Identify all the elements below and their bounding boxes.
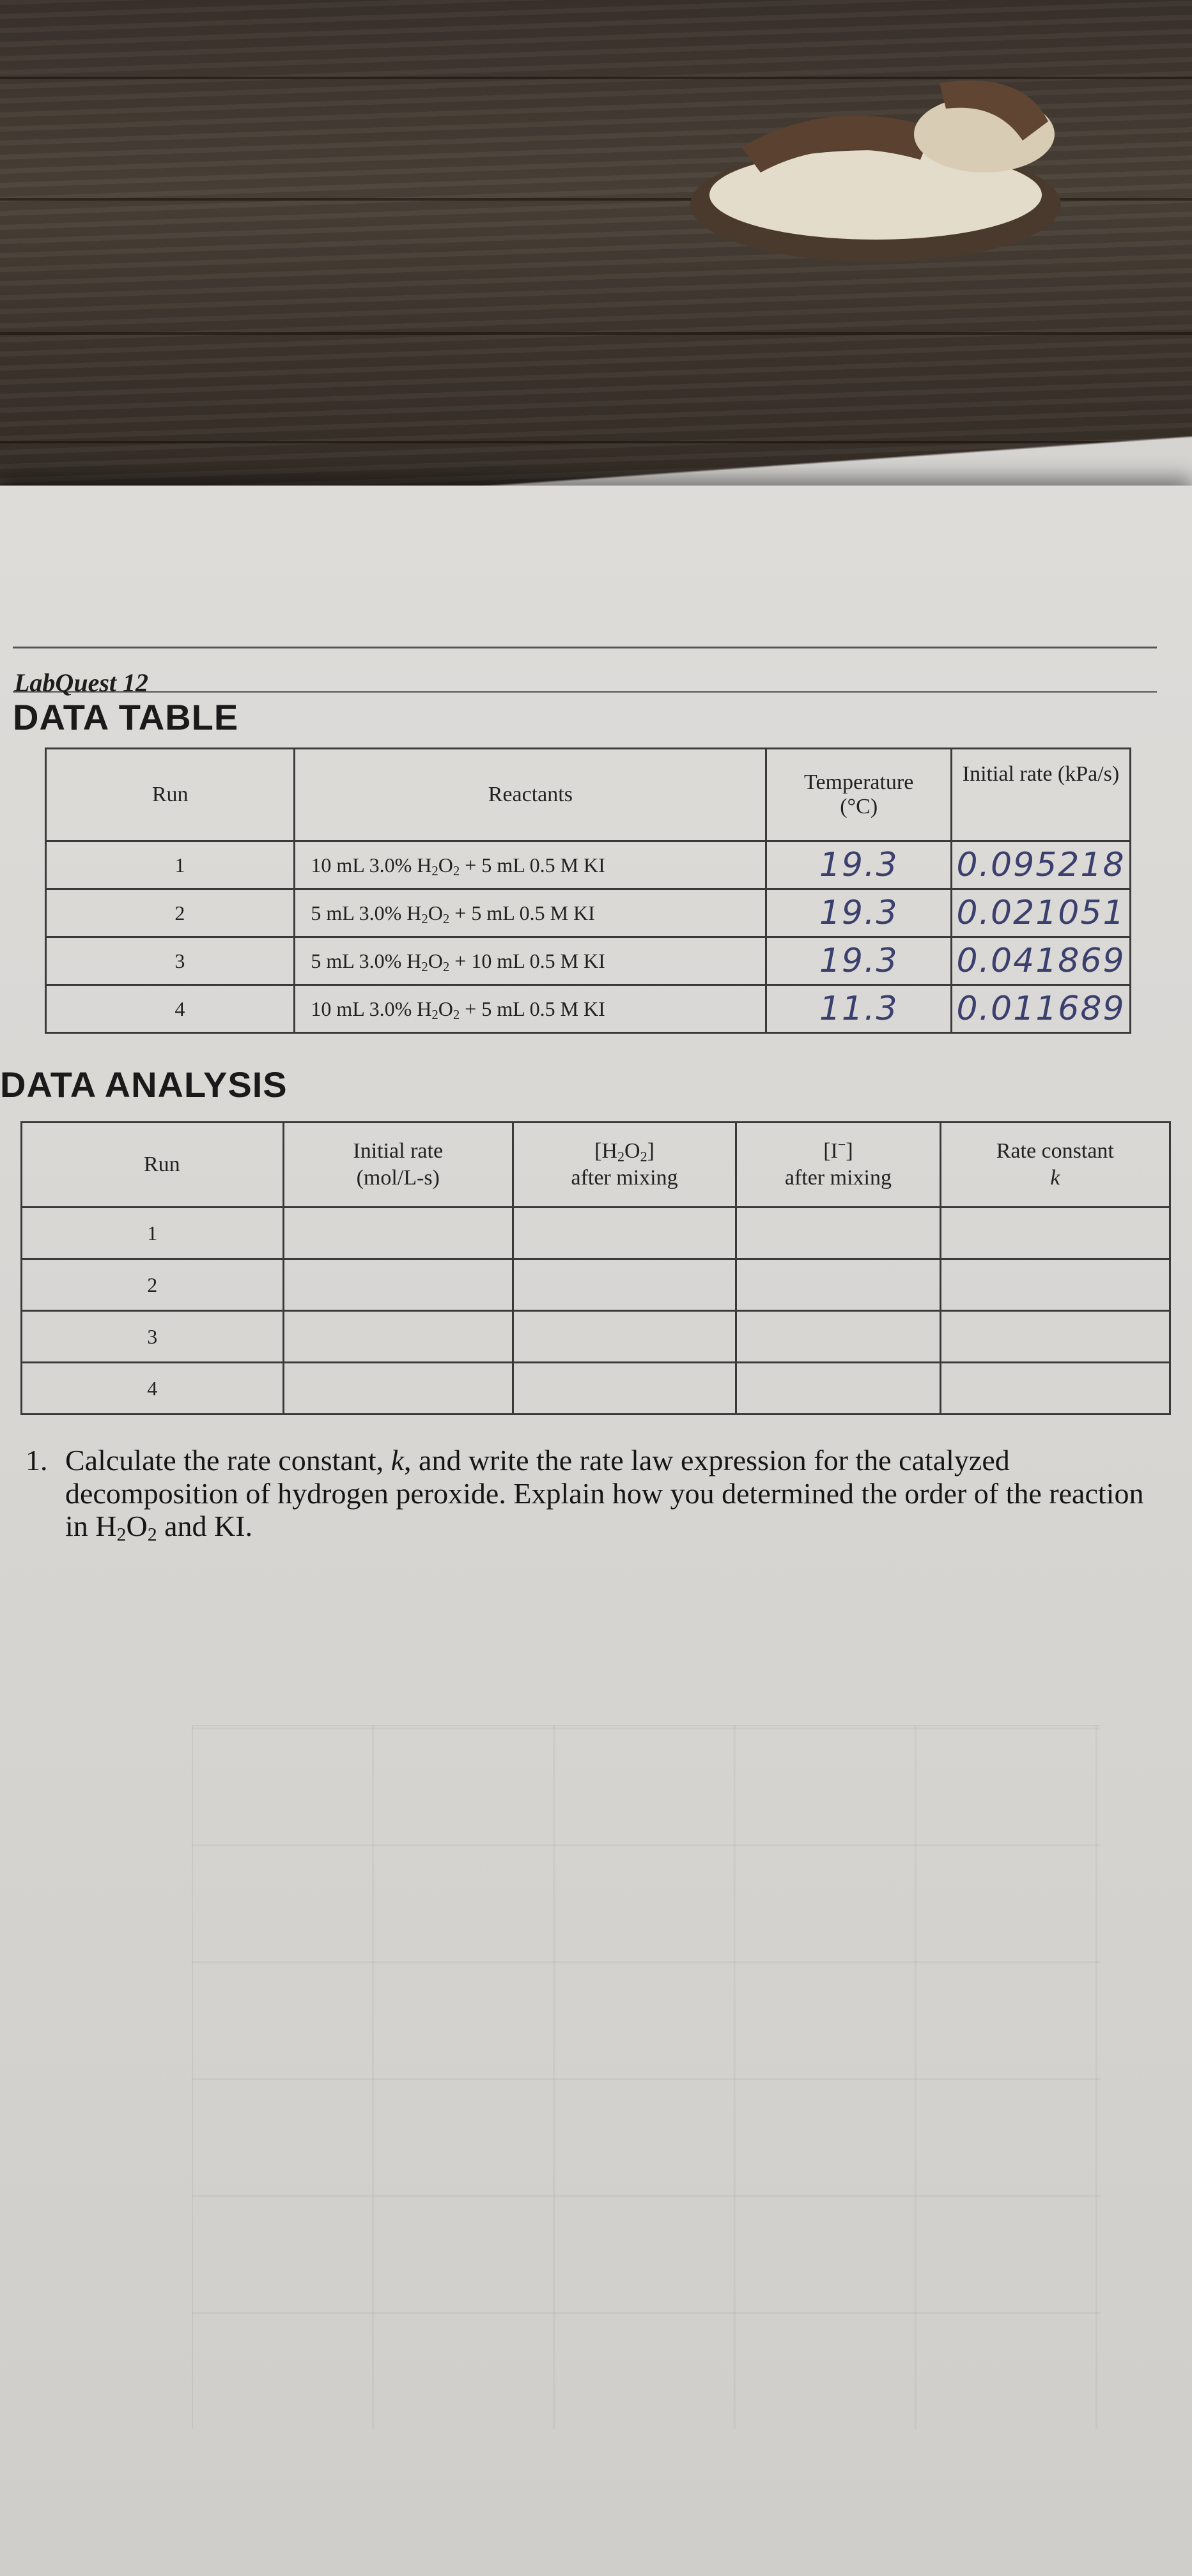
h2o2-cell: [513, 1208, 736, 1259]
reactants-cell: 5 mL 3.0% $H_2O_2 + 10$ mL 0.5 M KI: [295, 937, 766, 985]
run-cell: 4: [22, 1363, 284, 1414]
iodide-cell: [736, 1259, 940, 1311]
run-cell: 4: [46, 985, 295, 1033]
table-row: [22, 1259, 1170, 1311]
table-row: [46, 841, 1131, 889]
iodide-cell: [736, 1311, 940, 1363]
run-cell: 2: [46, 889, 295, 937]
header-iodide: [I−] after mixing: [736, 1123, 940, 1208]
table-row: [22, 1208, 1170, 1259]
initial-rate-cell: [283, 1363, 513, 1414]
data-table-title: DATA TABLE: [13, 697, 239, 737]
question-number: 1.: [26, 1444, 48, 1476]
initial-rate-cell: 0.041869: [952, 937, 1131, 985]
table-row: [22, 1363, 1170, 1414]
header-run: Run: [46, 749, 295, 841]
temperature-cell: 19.3: [766, 937, 952, 985]
bleed-through-grid: [192, 1725, 1101, 2429]
reactants-cell: 10 mL 3.0% $H_2O_2 + 5$ mL 0.5 M KI: [295, 841, 766, 889]
initial-rate-cell: [283, 1311, 513, 1363]
iodide-cell: [736, 1363, 940, 1414]
temperature-cell: 19.3: [766, 889, 952, 937]
run-cell: 1: [46, 841, 295, 889]
reactants-cell: 5 mL 3.0% $H_2O_2 + 5$ mL 0.5 M KI: [295, 889, 766, 937]
temperature-cell: 11.3: [766, 985, 952, 1033]
initial-rate-cell: [283, 1259, 513, 1311]
second-rule: [13, 691, 1157, 693]
lab-name: LabQuest 12: [14, 668, 148, 697]
h2o2-cell: [513, 1363, 736, 1414]
run-cell: 2: [22, 1259, 284, 1311]
initial-rate-cell: 0.095218: [952, 841, 1131, 889]
iodide-cell: [736, 1208, 940, 1259]
initial-rate-cell: 0.021051: [952, 889, 1131, 937]
run-cell: 3: [46, 937, 295, 985]
rate-constant-cell: [940, 1311, 1170, 1363]
rate-constant-cell: [940, 1259, 1170, 1311]
initial-rate-cell: [283, 1208, 513, 1259]
data-analysis-title: DATA ANALYSIS: [0, 1064, 288, 1105]
table-row: [46, 889, 1131, 937]
top-rule: [13, 647, 1157, 648]
analysis-table: [20, 1121, 1171, 1415]
question-text: Calculate the rate constant, k, and write the rate law expression for the catalyzed decomposition of hydrogen peroxide. Explain how you determined the order of the reaction in $H_2O_2$ and KI.: [65, 1444, 1144, 1545]
rate-constant-cell: [940, 1208, 1170, 1259]
table-row: [46, 985, 1131, 1033]
header-reactants: Reactants: [295, 749, 766, 841]
header-run: Run: [22, 1123, 284, 1208]
data-table-header-row: [46, 749, 1131, 841]
header-temperature: Temperature (°C): [766, 749, 952, 841]
header-rate-constant: Rate constant k: [940, 1123, 1170, 1208]
table-row: [22, 1311, 1170, 1363]
run-cell: 1: [22, 1208, 284, 1259]
rate-constant-cell: [940, 1363, 1170, 1414]
reactants-cell: 10 mL 3.0% $H_2O_2 + 5$ mL 0.5 M KI: [295, 985, 766, 1033]
header-initial-rate: Initial rate (kPa/s): [952, 749, 1131, 841]
run-cell: 3: [22, 1311, 284, 1363]
question-1: [26, 1444, 1163, 1543]
analysis-header-row: [22, 1123, 1170, 1208]
initial-rate-cell: 0.011689: [952, 985, 1131, 1033]
table-row: [46, 937, 1131, 985]
h2o2-cell: [513, 1259, 736, 1311]
header-h2o2: $[H_2O_2]$ after mixing: [513, 1123, 736, 1208]
header-initial-rate: Initial rate (mol/L-s): [283, 1123, 513, 1208]
h2o2-cell: [513, 1311, 736, 1363]
temperature-cell: 19.3: [766, 841, 952, 889]
data-table: [45, 747, 1131, 1034]
